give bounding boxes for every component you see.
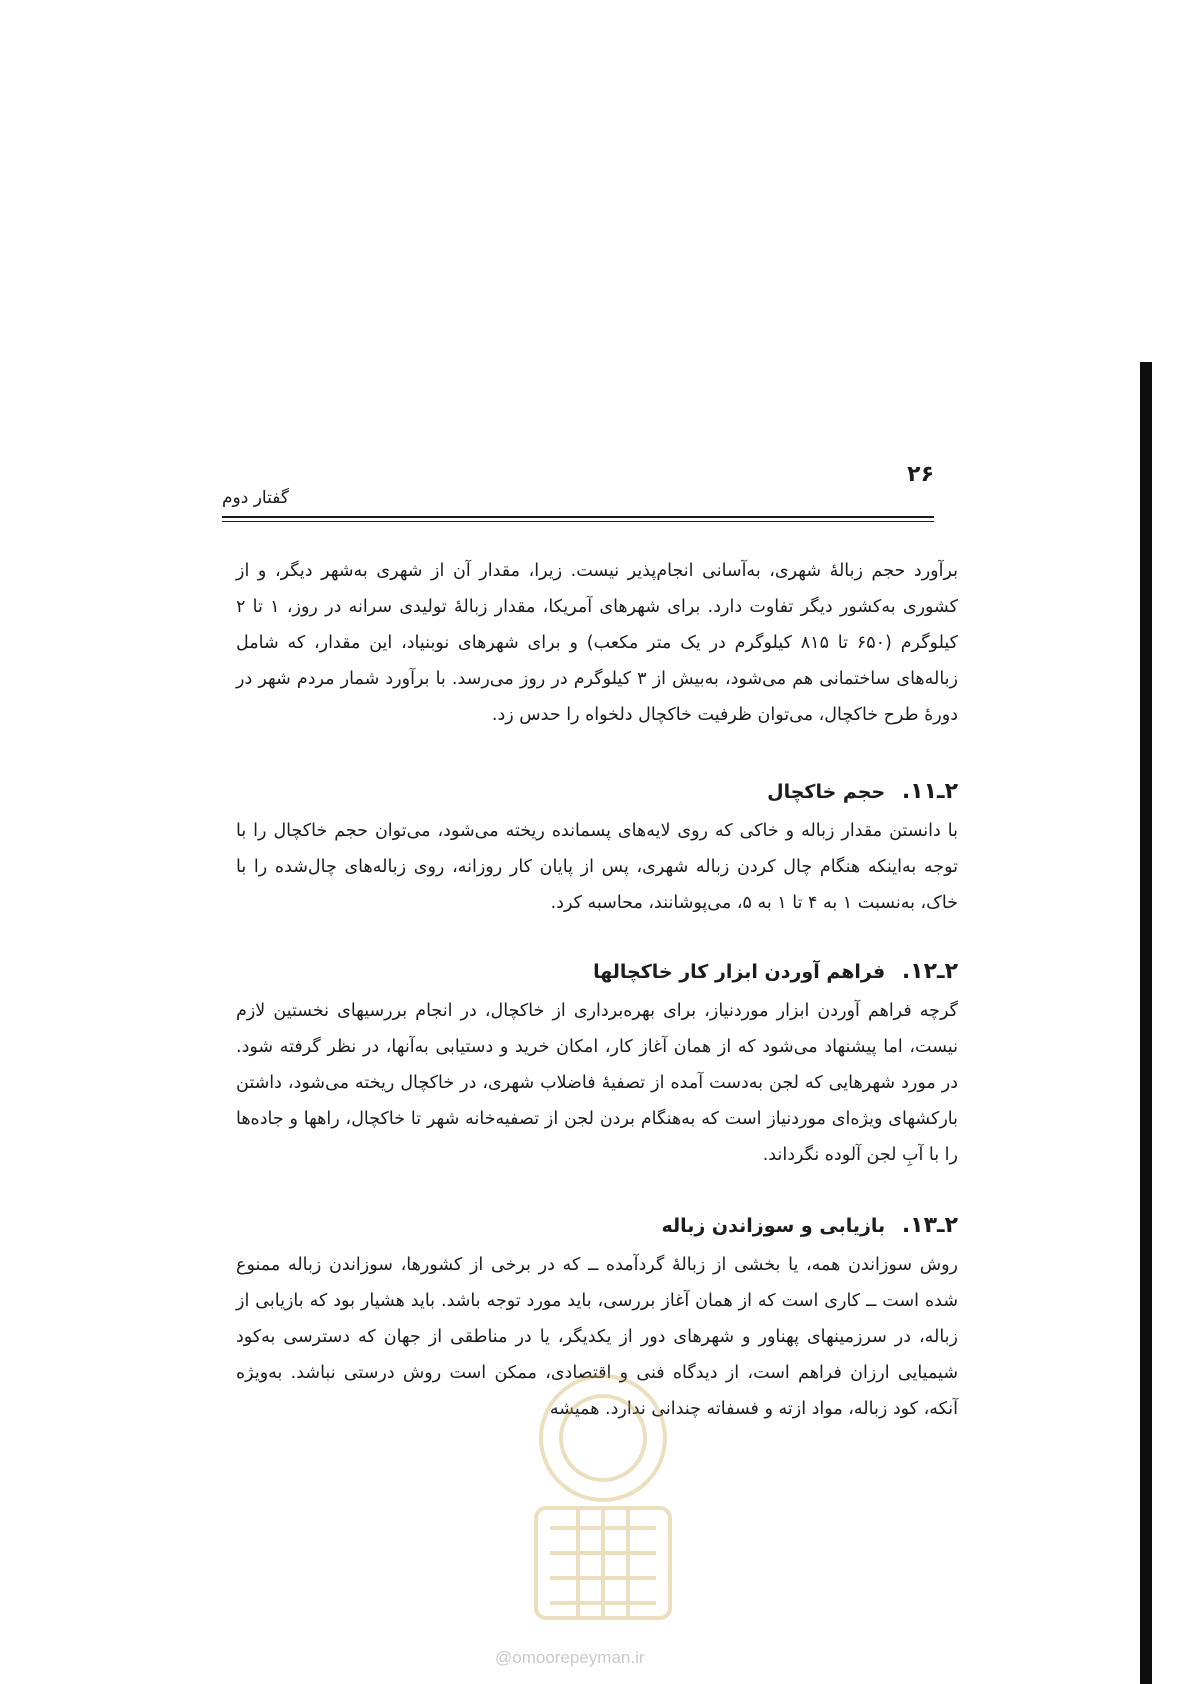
page-header <box>222 462 934 524</box>
section-paragraph-2-11: با دانستن مقدار زباله و خاکی که روی لایه‌های پسمانده ریخته می‌شود، می‌توان حجم خاکچال را با توجه به‌اینکه هنگام چال کردن زباله شهری، پس از پایان کار روزانه، روی زباله‌های چال‌شده را با خاک، به‌نسبت ۱ به ۴ تا ۱ به ۵، می‌پوشانند، محاسبه کرد. <box>236 821 958 913</box>
section-heading-2-11 <box>236 777 958 807</box>
page-number: ۲۶ <box>907 462 934 487</box>
section-title: فراهم آوردن ابزار کار خاکچالها <box>593 961 886 983</box>
watermark-url: @omoorepeyman.ir <box>495 1648 645 1667</box>
header-rule <box>222 516 934 522</box>
section-title: حجم خاکچال <box>767 781 886 803</box>
running-chapter-title: گفتار دوم <box>222 488 289 508</box>
section-heading-2-12 <box>236 957 958 987</box>
section-paragraph-2-13: روش سوزاندن همه، یا بخشی از زبالهٔ گردآمده ــ که در برخی از کشورها، سوزاندن زباله ممنوع شده است ــ کاری است که از همان آغاز بررسی، باید مورد توجه باشد. باید هشیار بود که بازیابی از زباله، در سرزمینهای پهناور و شهرهای دور از یکدیگر، یا در مناطقی از جهان که دسترسی به‌کود شیمیایی ارزان فراهم است، از دیدگاه فنی و اقتصادی، ممکن است روش درستی نباشد. به‌ویژه آنکه، کود زباله، مواد ازته و فسفاته چندانی ندارد. همیشه <box>236 1255 958 1419</box>
section-number: ۲ـ۱۱. <box>901 779 958 804</box>
intro-paragraph: برآورد حجم زبالهٔ شهری، به‌آسانی انجام‌پذیر نیست. زیرا، مقدار آن از شهری به‌شهر دیگر، و از کشوری به‌کشور دیگر تفاوت دارد. برای شهرهای آمریکا، مقدار زبالهٔ تولیدی سرانه در روز، ۱ تا ۲ کیلوگرم (۶۵۰ تا ۸۱۵ کیلوگرم در یک متر مکعب) و برای شهرهای نوبنیاد، این مقدار، که شامل زباله‌های ساختمانی هم می‌شود، به‌بیش از ۳ کیلوگرم در روز می‌رسد. با برآورد شمار مردم شهر در دورهٔ طرح خاکچال، می‌توان ظرفیت خاکچال دلخواه را حدس زد. <box>236 561 958 725</box>
section-paragraph-2-12: گرچه فراهم آوردن ابزار موردنیاز، برای بهره‌برداری از خاکچال، در انجام بررسیهای نخستین لازم نیست، اما پیشنهاد می‌شود که از همان آغاز کار، امکان خرید و دستیابی به‌آنها، در نظر گرفته شود. در مورد شهرهایی که لجن به‌دست آمده از تصفیهٔ فاضلاب شهری، در خاکچال ریخته می‌شود، داشتن بارکشهای ویژه‌ای موردنیاز است که به‌هنگام بردن لجن از تصفیه‌خانه شهر تا خاکچال، راهها و جاده‌ها را با آبِ لجن آلوده نگرداند. <box>236 1001 958 1165</box>
section-number: ۲ـ۱۳. <box>901 1213 958 1238</box>
section-title: بازیابی و سوزاندن زباله <box>661 1215 886 1237</box>
page-edge-shadow <box>1140 362 1152 1684</box>
section-number: ۲ـ۱۲. <box>901 959 958 984</box>
section-heading-2-13 <box>236 1211 958 1241</box>
page-body <box>236 553 958 1427</box>
